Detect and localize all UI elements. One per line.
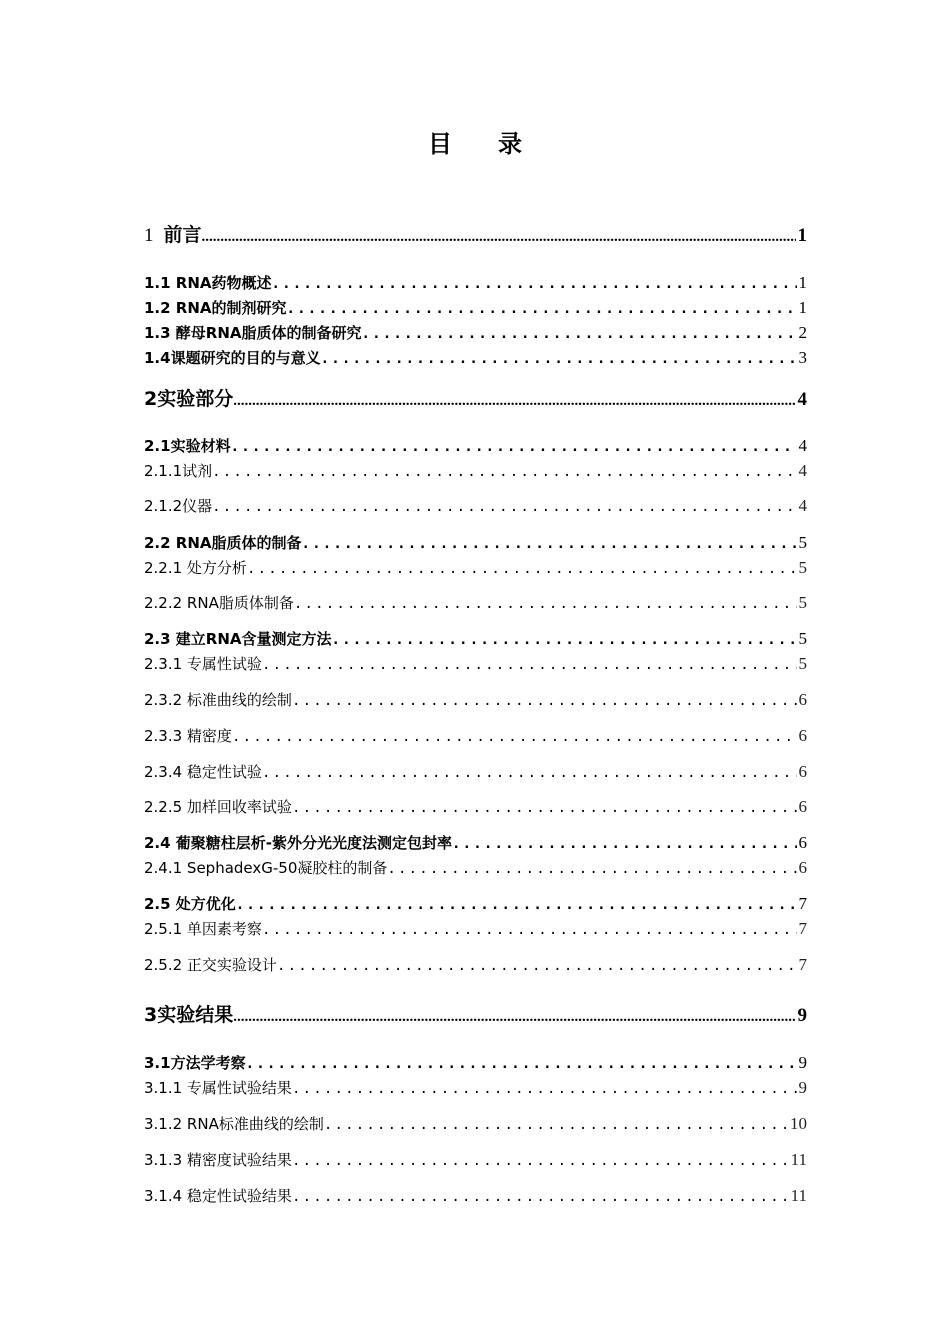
toc-entry-title: 前言 [163, 224, 202, 246]
toc-entry-title: 2.5.2 正交实验设计 [144, 956, 277, 974]
toc-entry-title: 3.1.1 专属性试验结果 [144, 1079, 292, 1097]
toc-entry[interactable] [144, 1113, 807, 1133]
toc-entry[interactable] [144, 592, 807, 612]
toc-entry-page: 6 [798, 797, 807, 816]
toc-entry[interactable] [144, 918, 807, 938]
toc-leader-dots [292, 1189, 789, 1205]
toc-entry-page: 6 [798, 833, 807, 852]
toc-entry-page: 7 [798, 955, 807, 974]
toc-entry-title: 2.1.1试剂 [144, 462, 213, 480]
toc-entry-title: 2.2.5 加样回收率试验 [144, 798, 292, 816]
toc-leader-dots [332, 632, 797, 648]
toc-entry-page: 6 [798, 762, 807, 781]
toc-entry[interactable] [144, 1052, 807, 1072]
toc-entry[interactable] [144, 557, 807, 577]
toc-leader-dots [236, 897, 797, 913]
toc-entry[interactable] [144, 435, 807, 455]
toc-entry-title: 1.2 RNA的制剂研究 [144, 299, 287, 317]
toc-entry-page: 5 [798, 558, 807, 577]
toc-leader-dots [387, 861, 796, 877]
toc-entry[interactable] [144, 495, 807, 515]
toc-entry[interactable] [144, 796, 807, 816]
toc-entry-page: 1 [797, 225, 807, 246]
toc-leader-dots [452, 836, 796, 852]
toc-leader-dots [362, 326, 797, 342]
toc-entry-page: 9 [798, 1053, 807, 1072]
toc-entry[interactable] [144, 1185, 807, 1205]
toc-entry-page: 5 [798, 533, 807, 552]
toc-entry-title: 2.5 处方优化 [144, 895, 236, 913]
toc-entry-title: 2实验部分 [144, 388, 234, 410]
toc-entry[interactable] [144, 384, 807, 410]
toc-entry-title: 2.2.1 处方分析 [144, 559, 247, 577]
toc-entry-title: 2.3.2 标准曲线的绘制 [144, 691, 292, 709]
toc-leader-dots [246, 1056, 797, 1072]
toc-entry-page: 1 [798, 298, 807, 317]
toc-entry-page: 6 [798, 690, 807, 709]
toc-leader-dots [292, 693, 797, 709]
toc-entry[interactable] [144, 460, 807, 480]
toc-entry-title: 2.3.4 稳定性试验 [144, 763, 262, 781]
toc-entry[interactable] [144, 347, 807, 367]
toc-leader-dots [302, 536, 797, 552]
toc-entry[interactable] [144, 954, 807, 974]
toc-entry-title: 2.2 RNA脂质体的制备 [144, 534, 302, 552]
toc-leader-dots [233, 1009, 795, 1026]
toc-entry-page: 4 [798, 436, 807, 455]
toc-entry-title: 2.3.3 精密度 [144, 727, 232, 745]
toc-entry-page: 6 [798, 726, 807, 745]
toc-entry-page: 7 [798, 894, 807, 913]
toc-entry[interactable] [144, 297, 807, 317]
toc-entry-page: 5 [798, 593, 807, 612]
toc-leader-dots [287, 301, 797, 317]
toc-entry-page: 11 [790, 1150, 807, 1169]
toc-entry-page: 11 [790, 1186, 807, 1205]
toc-entry[interactable] [144, 628, 807, 648]
toc-leader-dots [202, 229, 796, 246]
toc-entry-page: 6 [798, 858, 807, 877]
toc-entry[interactable] [144, 857, 807, 877]
toc-leader-dots [277, 958, 797, 974]
toc-entry-title: 2.4.1 SephadexG-50凝胶柱的制备 [144, 859, 388, 877]
toc-entry-title: 2.3 建立RNA含量测定方法 [144, 630, 332, 648]
toc-leader-dots [294, 596, 797, 612]
toc-entry[interactable] [144, 220, 807, 246]
toc-leader-dots [233, 393, 795, 410]
toc-entry[interactable] [144, 653, 807, 673]
toc-entry-page: 1 [798, 273, 807, 292]
toc-entry-page: 2 [798, 323, 807, 342]
toc-entry[interactable] [144, 272, 807, 292]
toc-leader-dots [321, 351, 797, 367]
toc-leader-dots [292, 1081, 797, 1097]
toc-entry[interactable] [144, 532, 807, 552]
toc-leader-dots [324, 1117, 788, 1133]
toc-entry-page: 3 [798, 348, 807, 367]
toc-entry-page: 4 [798, 461, 807, 480]
toc-leader-dots [262, 922, 797, 938]
toc-entry[interactable] [144, 893, 807, 913]
toc-entry-title: 3.1方法学考察 [144, 1054, 246, 1072]
toc-entry-page: 9 [797, 1005, 807, 1026]
toc-entry[interactable] [144, 689, 807, 709]
toc-entry[interactable] [144, 1077, 807, 1097]
toc-entry-title: 2.3.1 专属性试验 [144, 655, 262, 673]
toc-leader-dots [262, 765, 797, 781]
toc-entry-page: 5 [798, 629, 807, 648]
toc-entry-page: 4 [798, 496, 807, 515]
toc-entry[interactable] [144, 725, 807, 745]
toc-entry[interactable] [144, 761, 807, 781]
toc-leader-dots [247, 561, 797, 577]
toc-leader-dots [212, 499, 796, 515]
toc-entry-number: 1 [144, 225, 154, 246]
toc-entry-title: 3.1.2 RNA标准曲线的绘制 [144, 1115, 324, 1133]
toc-leader-dots [212, 464, 796, 480]
toc-entry-title: 2.4 葡聚糖柱层析-紫外分光光度法测定包封率 [144, 834, 453, 852]
toc-leader-dots [231, 439, 797, 455]
toc-entry[interactable] [144, 832, 807, 852]
toc-entry-page: 5 [798, 654, 807, 673]
toc-leader-dots [262, 657, 797, 673]
toc-leader-dots [292, 800, 797, 816]
toc-entry-title: 1.4课题研究的目的与意义 [144, 349, 321, 367]
toc-entry-page: 10 [790, 1114, 807, 1133]
toc-leader-dots [272, 276, 797, 292]
toc-entry-title: 1.1 RNA药物概述 [144, 274, 272, 292]
toc-entry-page: 4 [797, 389, 807, 410]
toc-entry-title: 3实验结果 [144, 1004, 234, 1026]
toc-entry-title: 3.1.3 精密度试验结果 [144, 1151, 292, 1169]
toc-entry-page: 9 [798, 1078, 807, 1097]
toc-entry-title: 2.5.1 单因素考察 [144, 920, 262, 938]
toc-leader-dots [292, 1153, 789, 1169]
toc-entry[interactable] [144, 1149, 807, 1169]
toc-entry-title: 3.1.4 稳定性试验结果 [144, 1187, 292, 1205]
toc-entry-title: 2.1实验材料 [144, 437, 231, 455]
toc-entry-title: 2.1.2仪器 [144, 497, 213, 515]
toc-entry-title: 1.3 酵母RNA脂质体的制备研究 [144, 324, 362, 342]
toc-entry[interactable] [144, 1000, 807, 1026]
page-title: 目录 [428, 130, 568, 158]
toc-entry[interactable] [144, 322, 807, 342]
toc-entry-page: 7 [798, 919, 807, 938]
toc-entry-title: 2.2.2 RNA脂质体制备 [144, 594, 294, 612]
toc-leader-dots [232, 729, 797, 745]
